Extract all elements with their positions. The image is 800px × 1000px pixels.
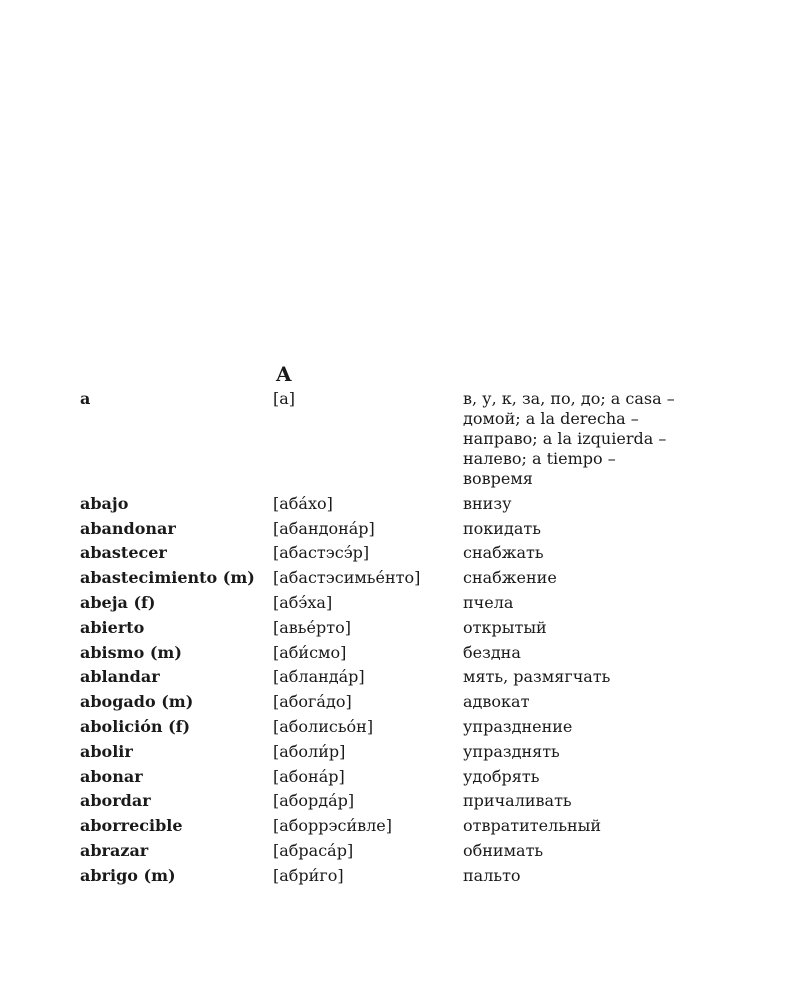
entry-word: a (80, 389, 91, 408)
entry-word: abandonar (80, 518, 176, 538)
dictionary-entry (80, 841, 700, 861)
dictionary-entry (80, 692, 700, 712)
entry-translation: удобрять (463, 766, 540, 786)
entry-word: abolir (80, 741, 133, 761)
entry-pronunciation: [абона́р] (273, 766, 345, 786)
entry-translation: снабжать (463, 543, 544, 563)
entry-pronunciation: [абандона́р] (273, 518, 375, 538)
entry-pronunciation: [аборрэси́вле] (273, 816, 392, 836)
entry-word: abastecer (80, 543, 167, 563)
entry-pronunciation: [аби́смо] (273, 642, 347, 662)
dictionary-entry (80, 389, 700, 489)
entry-pronunciation: [абастэсэ́р] (273, 543, 370, 563)
entry-translation: покидать (463, 518, 541, 538)
dictionary-entry (80, 791, 700, 811)
entry-pronunciation: [авье́рто] (273, 617, 351, 637)
entry-word: abolición (f) (80, 716, 191, 736)
dictionary-entry (80, 643, 700, 663)
entry-pronunciation: [а] (273, 389, 296, 408)
entry-translation: открытый (463, 617, 547, 637)
entry-translation: адвокат (463, 692, 530, 712)
entry-word: abeja (f) (80, 592, 156, 612)
entry-word: aborrecible (80, 816, 183, 836)
entry-translation: внизу (463, 493, 512, 513)
entry-word: abrazar (80, 840, 149, 860)
entry-translation: отвратительный (463, 816, 602, 836)
entry-word: ablandar (80, 667, 160, 687)
entry-pronunciation: [аболи́р] (273, 741, 346, 761)
entry-word: abordar (80, 791, 151, 811)
dictionary-entry (80, 767, 700, 787)
entry-pronunciation: [абри́го] (273, 865, 344, 885)
entry-pronunciation: [аба́хо] (273, 493, 333, 513)
entry-word: abismo (m) (80, 642, 182, 662)
dictionary-entry (80, 667, 700, 687)
entry-translation: упразднять (463, 741, 560, 761)
dictionary-entry (80, 742, 700, 762)
entry-word: abrigo (m) (80, 865, 176, 885)
dictionary-entry (80, 568, 700, 588)
dictionary-entry (80, 519, 700, 539)
entry-word: abierto (80, 617, 145, 637)
entry-translation: бездна (463, 642, 521, 662)
dictionary-entry (80, 593, 700, 613)
entry-translation: пальто (463, 865, 521, 885)
dictionary-entry (80, 618, 700, 638)
section-letter-heading: A (276, 362, 293, 386)
dictionary-entry (80, 816, 700, 836)
entry-word: abogado (m) (80, 692, 194, 712)
entry-pronunciation: [абэ́ха] (273, 592, 333, 612)
entry-translation: упразднение (463, 716, 573, 736)
entry-pronunciation: [абога́до] (273, 692, 352, 712)
entry-word: abajo (80, 493, 129, 513)
dictionary-entry (80, 717, 700, 737)
entry-pronunciation: [абраса́р] (273, 840, 354, 860)
entry-pronunciation: [аболисьо́н] (273, 716, 374, 736)
entry-pronunciation: [абастэсимье́нто] (273, 568, 421, 588)
entry-translation: причаливать (463, 791, 572, 811)
dictionary-entry (80, 494, 700, 514)
entry-translation: мять, размягчать (463, 667, 611, 687)
dictionary-entry (80, 543, 700, 563)
entry-pronunciation: [аборда́р] (273, 791, 355, 811)
entry-word: abonar (80, 766, 143, 786)
dictionary-entry (80, 866, 700, 886)
entry-translation: снабжение (463, 568, 557, 588)
entry-translation: в, у, к, за, по, до; a casa – домой; a la derecha – направо; a la izquierda – налево; a tiempo – вовремя (463, 389, 675, 488)
entry-pronunciation: [абланда́р] (273, 667, 365, 687)
entry-translation: обнимать (463, 840, 544, 860)
entry-list (80, 389, 700, 891)
entry-word: abastecimiento (m) (80, 568, 255, 588)
entry-translation: пчела (463, 592, 514, 612)
